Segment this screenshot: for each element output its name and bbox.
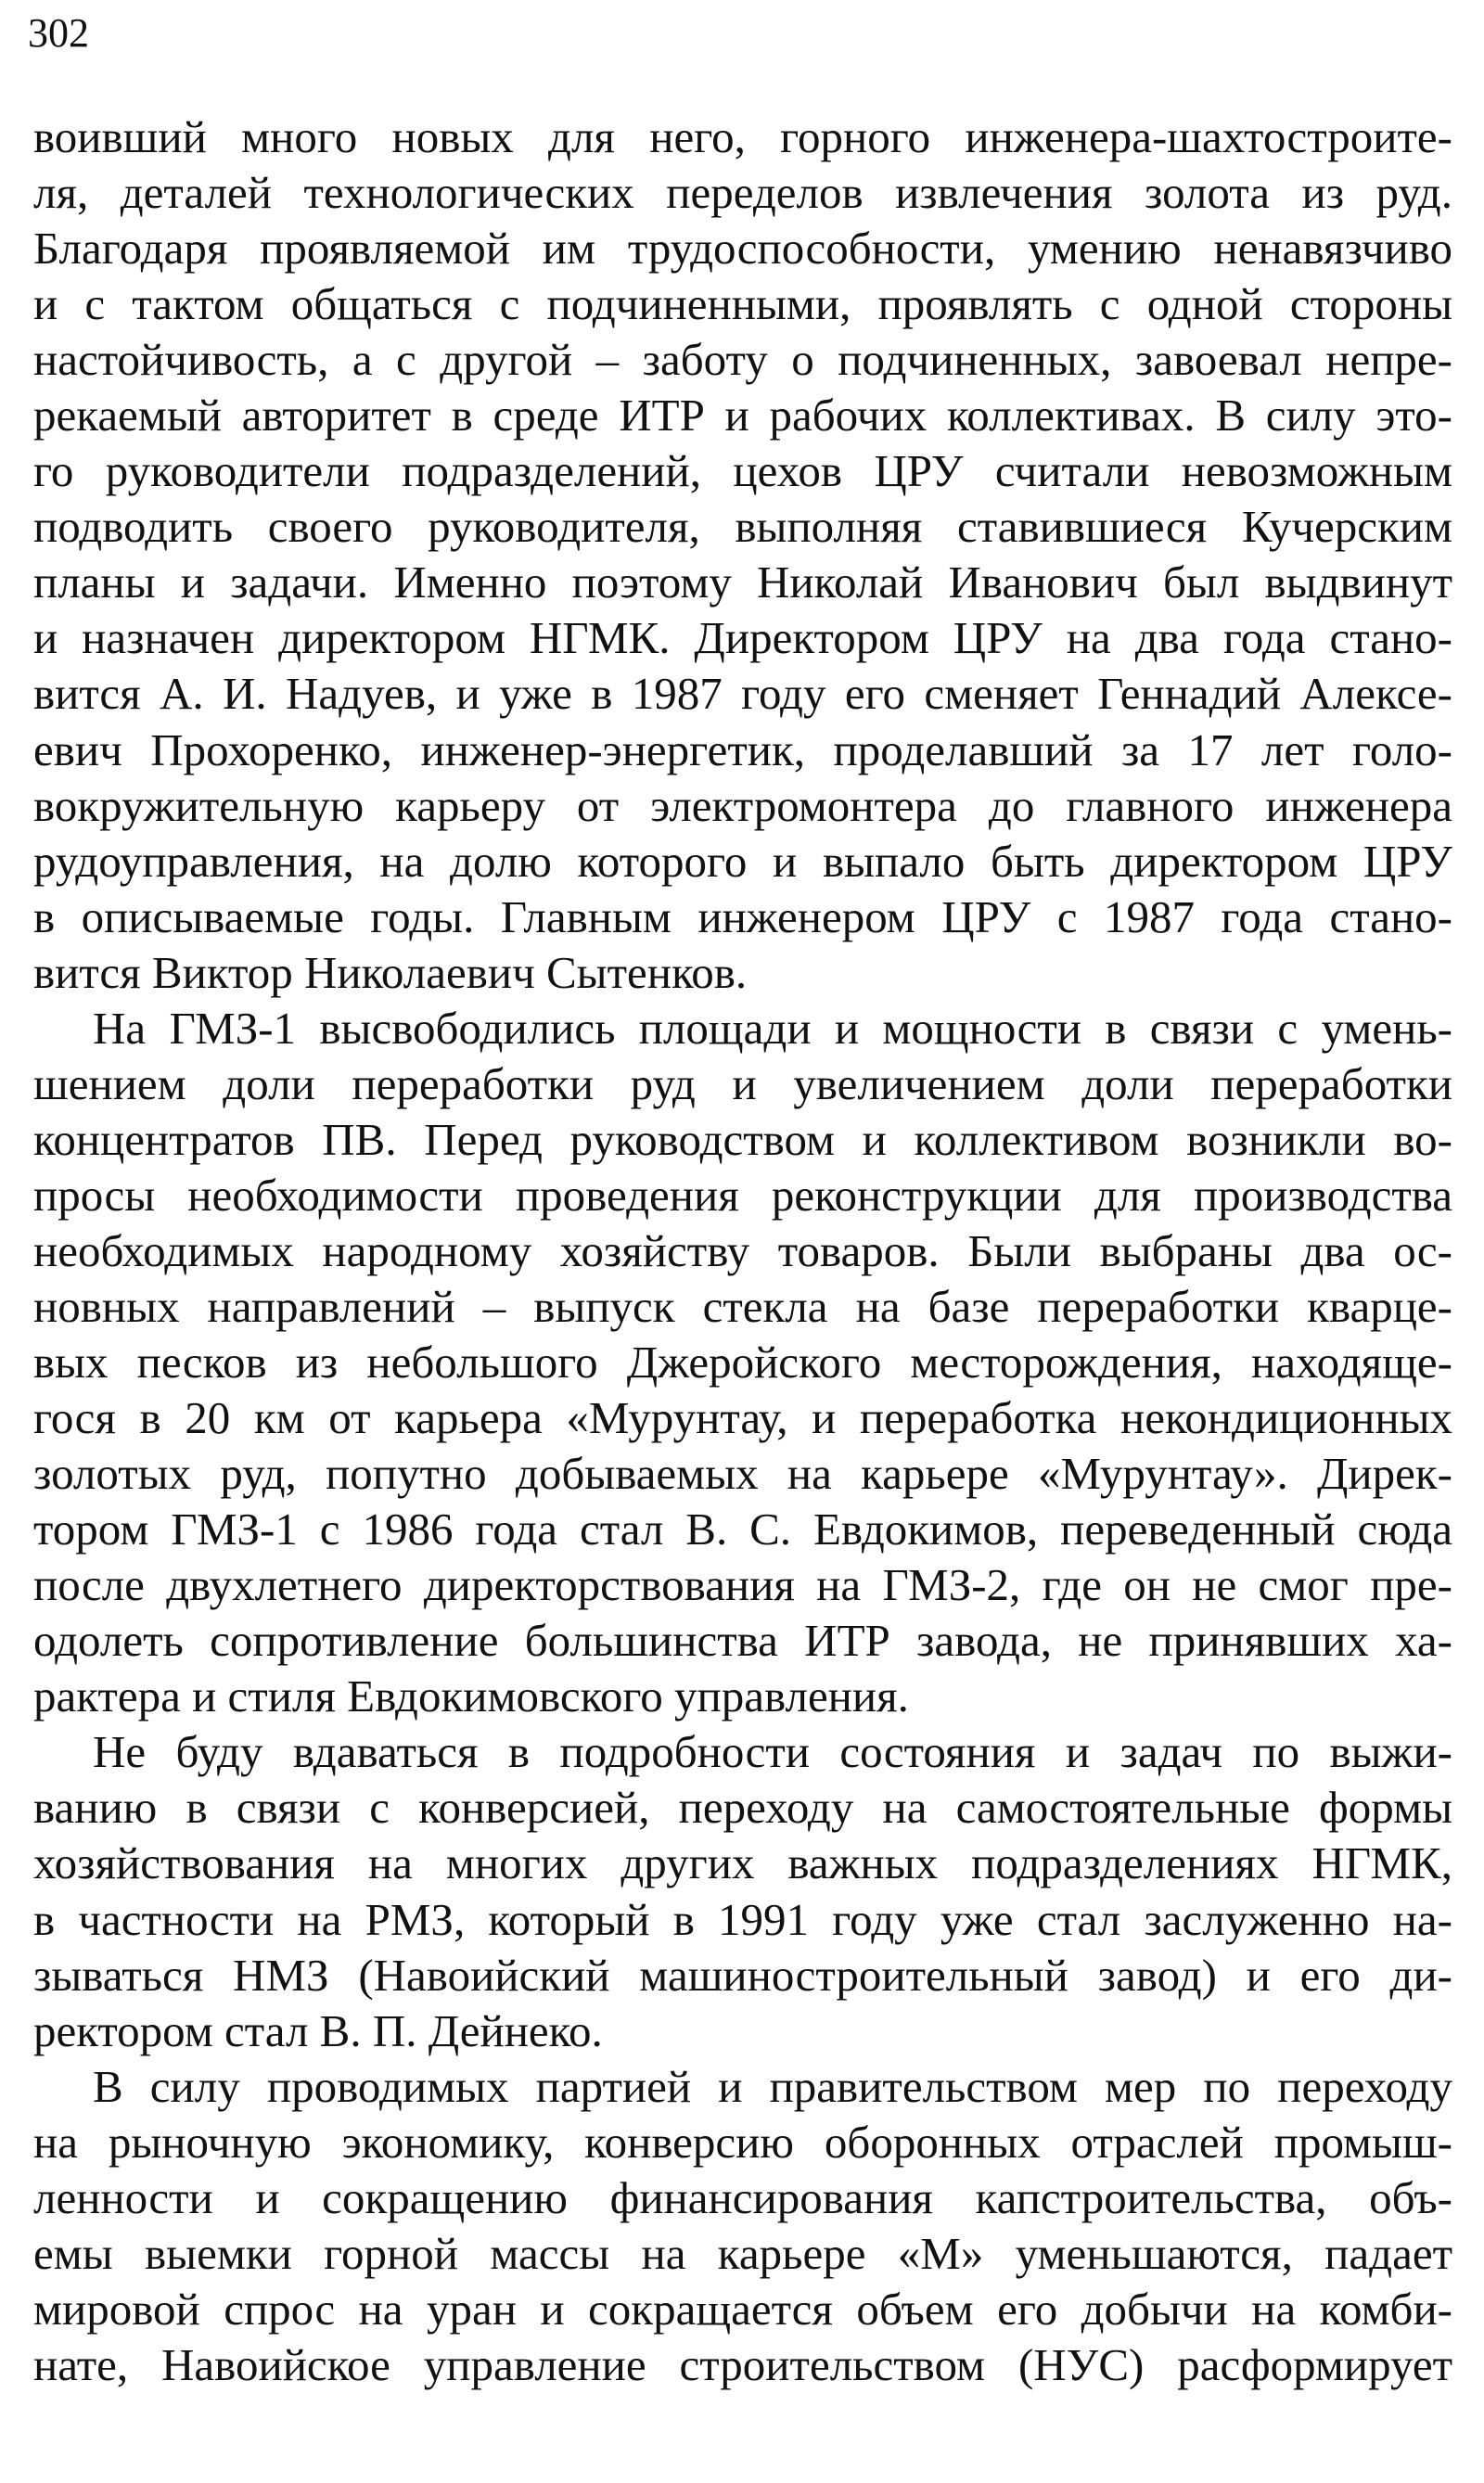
text-line: ванию в связи с конверсией, переходу на самостоятельные формы <box>33 1782 1452 1834</box>
text-line: го руководители подразделений, цехов ЦРУ считали невозможным <box>33 445 1452 497</box>
text-line: рекаемый авторитет в среде ИТР и рабочих коллективах. В силу это- <box>33 390 1452 442</box>
text-line: и с тактом общаться с подчиненными, проявлять с одной стороны <box>33 278 1452 330</box>
text-line: планы и задачи. Именно поэтому Николай Иванович был выдвинут <box>33 557 1452 608</box>
text-line: нате, Навоийское управление строительством (НУС) расформирует <box>33 2338 1452 2390</box>
text-line: ля, деталей технологических переделов извлечения золота из руд. <box>33 167 1452 219</box>
text-line: просы необходимости проведения реконструкции для производства <box>33 1169 1452 1221</box>
paragraph <box>33 1001 1452 1725</box>
text-line: в описываемые годы. Главным инженером ЦРУ с 1987 года стано- <box>33 890 1452 942</box>
text-line: вится А. И. Надуев, и уже в 1987 году его сменяет Геннадий Алексе- <box>33 668 1452 720</box>
text-line: евич Прохоренко, инженер-энергетик, проделавший за 17 лет голо- <box>33 723 1452 775</box>
text-line: рудоуправления, на долю которого и выпало быть директором ЦРУ <box>33 835 1452 887</box>
text-line: хозяйствования на многих других важных подразделениях НГМК, <box>33 1837 1452 1889</box>
text-line: вых песков из небольшого Джеройского месторождения, находяще- <box>33 1337 1452 1389</box>
text-line: На ГМЗ-1 высвободились площади и мощности в связи с умень- <box>93 1002 1452 1054</box>
text-line: зываться НМЗ (Навоийский машиностроительный завод) и его ди- <box>33 1949 1452 2001</box>
text-line: воивший много новых для него, горного инженера-шахтостроите- <box>33 111 1452 162</box>
text-line: гося в 20 км от карьера «Мурунтау, и переработка некондиционных <box>33 1392 1452 1444</box>
text-line: одолеть сопротивление большинства ИТР завода, не принявших ха- <box>33 1615 1452 1667</box>
text-line: после двухлетнего директорствования на ГМЗ-2, где он не смог пре- <box>33 1559 1452 1611</box>
text-line: подводить своего руководителя, выполняя ставившиеся Кучерским <box>33 501 1452 553</box>
text-line: и назначен директором НГМК. Директором ЦРУ на два года стано- <box>33 612 1452 664</box>
text-line: вокружительную карьеру от электромонтера до главного инженера <box>33 779 1452 831</box>
text-line: новных направлений – выпуск стекла на базе переработки кварце- <box>33 1280 1452 1332</box>
text-line: концентратов ПВ. Перед руководством и коллективом возникли во- <box>33 1113 1452 1165</box>
text-line: рактера и стиля Евдокимовского управления. <box>33 1670 909 1722</box>
paragraph <box>33 109 1452 1001</box>
text-line: ленности и сокращению финансирования капстроительства, объ- <box>33 2171 1452 2223</box>
paragraph <box>33 2059 1452 2393</box>
text-line: шением доли переработки руд и увеличением доли переработки <box>33 1057 1452 1109</box>
text-line: Не буду вдаваться в подробности состояния и задач по выжи- <box>93 1726 1452 1778</box>
text-line: мировой спрос на уран и сокращается объем его добычи на комби- <box>33 2283 1452 2335</box>
paragraph <box>33 1724 1452 2058</box>
body-text <box>33 109 1452 2393</box>
text-line: на рыночную экономику, конверсию оборонных отраслей промыш- <box>33 2116 1452 2168</box>
text-line: ректором стал В. П. Дейнеко. <box>33 2004 603 2056</box>
text-line: Благодаря проявляемой им трудоспособности, умению ненавязчиво <box>33 223 1452 275</box>
text-line: В силу проводимых партией и правительством мер по переходу <box>93 2060 1452 2112</box>
text-line: золотых руд, попутно добываемых на карьере «Мурунтау». Дирек- <box>33 1448 1452 1500</box>
text-line: в частности на РМЗ, который в 1991 году уже стал заслуженно на- <box>33 1893 1452 1945</box>
text-line: тором ГМЗ-1 с 1986 года стал В. С. Евдокимов, переведенный сюда <box>33 1504 1452 1555</box>
text-line: емы выемки горной массы на карьере «М» уменьшаются, падает <box>33 2227 1452 2279</box>
text-line: вится Виктор Николаевич Сытенков. <box>33 946 748 998</box>
text-line: настойчивость, а с другой – заботу о подчиненных, завоевал непре- <box>33 334 1452 386</box>
text-line: необходимых народному хозяйству товаров. Были выбраны два ос- <box>33 1224 1452 1276</box>
page-number: 302 <box>28 10 89 56</box>
